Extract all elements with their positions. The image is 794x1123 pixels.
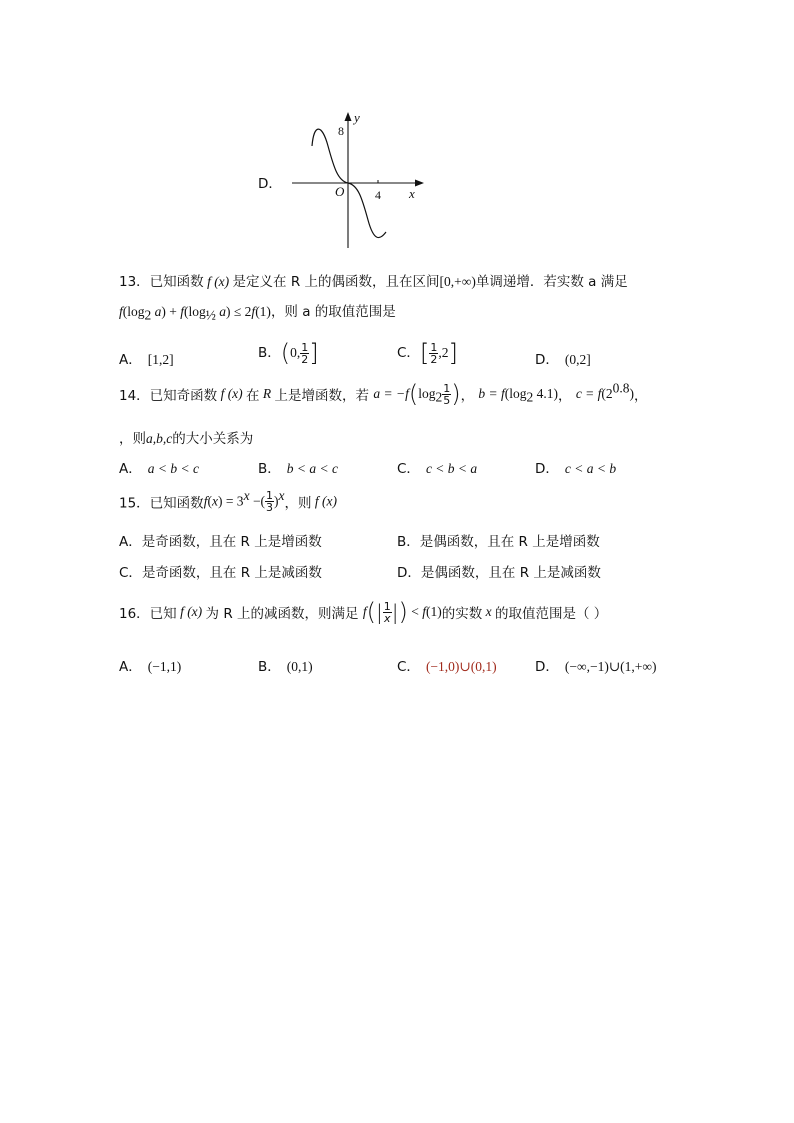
q16-stem-suffix: 的取值范围是（ ） [494, 606, 608, 622]
q13-option-c-label: C． [397, 345, 420, 361]
q16-option-d-value: (−∞,−1)∪(1,+∞) [564, 659, 657, 674]
q13-option-b-value: 0, [290, 345, 301, 360]
q15-option-a-value: 是奇函数，且在 R 上是增函数 [141, 534, 322, 550]
q14-option-d[interactable] [535, 457, 616, 477]
q14-abc: a,b,c [146, 431, 173, 446]
q15-option-a-label: A． [119, 534, 142, 550]
y-axis-label: y [354, 110, 360, 125]
q14-then: ，则 [119, 431, 146, 447]
q13-option-b-label: B． [258, 345, 281, 361]
q15-option-c-label: C． [119, 565, 142, 581]
q14-stem-on: 在 [246, 388, 260, 404]
q14-stem-prefix: 14．已知奇函数 [119, 388, 218, 404]
q13-option-a-label: A． [119, 352, 142, 368]
q12-option-d-label: D． [258, 176, 282, 192]
q14-option-b-value: b < a < c [286, 461, 338, 476]
q16-stem-middle: 为 R 上的减函数，则满足 [205, 606, 359, 622]
q15-option-d-value: 是偶函数，且在 R 上是减函数 [420, 565, 601, 581]
q15-option-c-value: 是奇函数，且在 R 上是减函数 [141, 565, 322, 581]
q14-option-d-label: D． [535, 461, 559, 477]
q14-option-b-label: B． [258, 461, 281, 477]
q13-option-d[interactable] [535, 348, 591, 368]
q16-option-d-label: D． [535, 659, 559, 675]
y-axis-arrow-icon [345, 112, 352, 121]
q16-option-a-value: (−1,1) [147, 659, 182, 674]
q16-option-a[interactable] [119, 655, 181, 675]
x-axis-arrow-icon [415, 180, 424, 187]
origin-label: O [335, 184, 345, 199]
q14-a-definition: a = −f [373, 386, 409, 401]
q13-option-a[interactable] [119, 348, 174, 368]
q16-option-c-value: (−1,0)∪(0,1) [425, 659, 497, 674]
q16-option-a-label: A． [119, 659, 142, 675]
q14-stem-line1: 14．已知奇函数 f (x) 在 R 上是增函数，若 $a = -f(\log_2$ $\frac{1}{5}$ )， $b = f(\log_2$ 4.1)， $c = f(2^{0.8})$， [119, 380, 648, 408]
q14-b-definition: b = f [478, 386, 505, 401]
q15-option-b-value: 是偶函数，且在 R 上是增函数 [419, 534, 600, 550]
q16-stem: 16．已知 f (x) 为 R 上的减函数，则满足 f(| $\frac{1}{x}$ |) < f(1)的实数 x 的取值范围是（ ） [119, 598, 608, 626]
q16-stem-real: 的实数 [441, 606, 483, 622]
q15-option-c[interactable] [119, 561, 322, 581]
q15-option-b-label: B． [397, 534, 420, 550]
q13-inequality: f [119, 304, 123, 319]
q14-option-b[interactable] [258, 457, 338, 477]
q13-option-d-value: (0,2] [564, 352, 591, 367]
q14-c-definition: c = f [575, 386, 602, 401]
q16-option-c-label: C． [397, 659, 420, 675]
q12-option-d-graph [288, 108, 428, 253]
q14-stem-suffix: 的大小关系为 [172, 431, 254, 447]
q13-fx: f (x) [203, 274, 233, 289]
x-axis-label: x [409, 186, 415, 201]
q14-option-a-label: A． [119, 461, 142, 477]
q16-option-d[interactable] [535, 655, 657, 675]
q13-option-c[interactable]: C．[ $\frac{1}{2}$ ,2] [397, 339, 458, 367]
q16-inequality: f [362, 604, 367, 619]
q16-stem-prefix: 16．已知 [119, 606, 177, 622]
q13-option-a-value: [1,2] [147, 352, 174, 367]
x-tick-label: 4 [375, 188, 381, 202]
q15-function: f [203, 493, 208, 509]
q13-condition-line: $f(\log_2$ $a) + f(\log_{\frac{1}{2}}$ a) ≤ 2f(1)，则 a 的取值范围是 [119, 304, 396, 323]
q13-stem-suffix: 单调递增．若实数 a 满足 [475, 274, 628, 290]
q16-option-c[interactable] [397, 655, 497, 675]
q13-option-c-value: ,2 [438, 345, 449, 360]
q13-option-b[interactable]: B．(0, $\frac{1}{2}$ ] [258, 339, 319, 367]
q13-stem-middle: 是定义在 R 上的偶函数，且在区间 [232, 274, 440, 290]
q14-option-c-value: c < b < a [425, 461, 478, 476]
q13-option-d-label: D． [535, 352, 559, 368]
q13-interval: [0,+∞) [439, 274, 476, 289]
q15-option-b[interactable] [397, 530, 600, 550]
q15-stem: 15．已知函数$f(x) = 3^x$ −( $\frac{1}{3}$ )$^x$，则 f (x) [119, 488, 338, 514]
q14-option-a-value: a < b < c [147, 461, 199, 476]
q13-condition-tail: ，则 a 的取值范围是 [270, 304, 396, 320]
q16-option-b-label: B． [258, 659, 281, 675]
q13-stem-prefix: 13．已知函数 [119, 274, 204, 290]
q14-option-c[interactable] [397, 457, 477, 477]
q14-stem-middle: 上是增函数，若 [274, 388, 370, 404]
y-tick-label: 8 [338, 124, 344, 138]
q15-stem-suffix: ，则 [284, 495, 312, 512]
q15-option-d-label: D． [397, 565, 421, 581]
q16-option-b-value: (0,1) [286, 659, 313, 674]
q13-stem-line1 [119, 270, 628, 290]
q15-option-d[interactable] [397, 561, 601, 581]
q14-option-c-label: C． [397, 461, 420, 477]
q14-option-d-value: c < a < b [564, 461, 617, 476]
q15-stem-prefix: 15．已知函数 [119, 495, 204, 512]
q14-option-a[interactable] [119, 457, 199, 477]
q14-stem-line2 [119, 427, 253, 447]
q16-option-b[interactable] [258, 655, 313, 675]
q15-option-a[interactable] [119, 530, 322, 550]
